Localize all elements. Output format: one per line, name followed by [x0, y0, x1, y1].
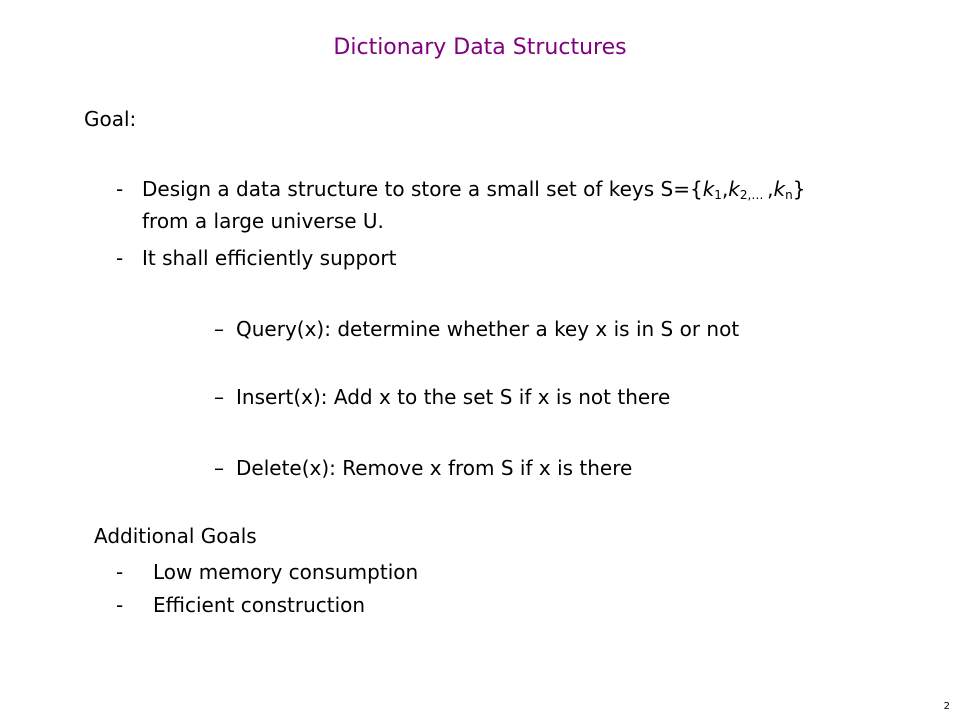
- operation-insert: [214, 382, 670, 412]
- key-k2-subscript: 2,…: [739, 188, 768, 202]
- additional-construction-text: Efficient construction: [153, 593, 366, 617]
- operation-delete: [214, 453, 632, 483]
- operation-insert-text: Insert(x): Add x to the set S if x is not there: [236, 385, 671, 409]
- bullet-support: [116, 243, 396, 273]
- slide-title: Dictionary Data Structures: [333, 35, 627, 60]
- bullet-dash: -: [116, 246, 124, 270]
- bullet-design-continuation: from a large universe U.: [142, 209, 384, 233]
- additional-construction: [116, 590, 365, 620]
- operation-query: [214, 314, 739, 344]
- key-set-close: }: [792, 177, 806, 201]
- bullet-dash: -: [116, 593, 124, 617]
- bullet-dash: -: [116, 177, 124, 201]
- bullet-design-text: Design a data structure to store a small set of keys S={: [142, 177, 703, 201]
- key-k2: k: [728, 177, 740, 201]
- bullet-dash: -: [116, 560, 124, 584]
- key-kn: k: [773, 177, 786, 201]
- additional-memory-text: Low memory consumption: [153, 560, 419, 584]
- additional-goals-heading: Additional Goals: [94, 524, 257, 548]
- operation-delete-text: Delete(x): Remove x from S if x is there: [236, 456, 633, 480]
- key-k1: k: [702, 177, 715, 201]
- key-comma: ,: [767, 177, 774, 201]
- operation-dash: –: [214, 456, 224, 480]
- bullet-design: [116, 174, 805, 210]
- operation-query-text: Query(x): determine whether a key x is in S or not: [236, 317, 740, 341]
- goal-heading: Goal:: [84, 107, 137, 131]
- key-k1-subscript: 1: [714, 188, 722, 202]
- bullet-support-text: It shall efficiently support: [142, 246, 397, 270]
- key-kn-subscript: n: [785, 188, 793, 202]
- operation-dash: –: [214, 317, 224, 341]
- page-number: 2: [943, 701, 950, 712]
- operation-dash: –: [214, 385, 224, 409]
- additional-memory: [116, 557, 418, 587]
- key-separator: ,: [721, 177, 729, 201]
